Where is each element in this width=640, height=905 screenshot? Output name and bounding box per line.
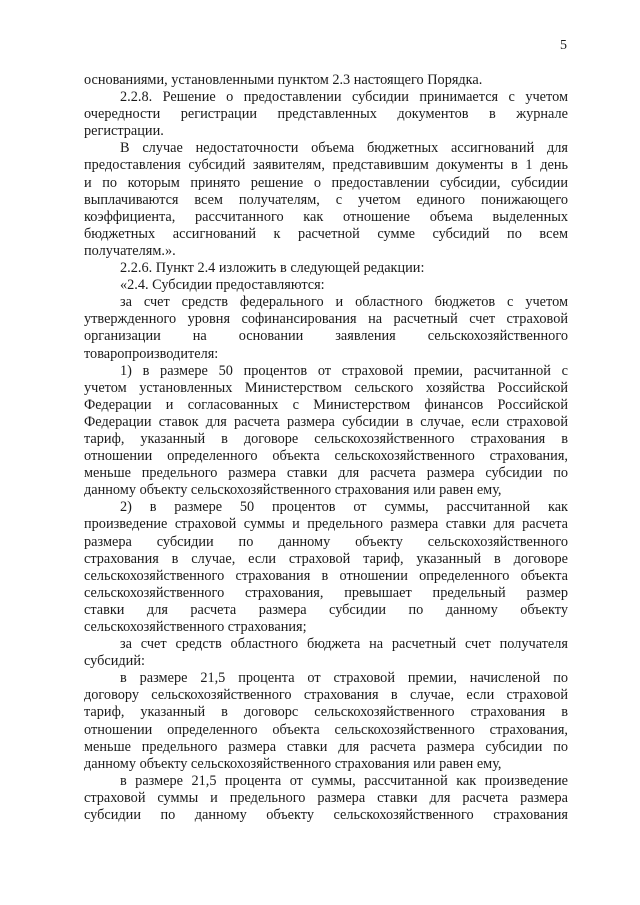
text-line: ставки для расчета размера субсидии по данному объекту <box>84 601 568 618</box>
paragraph-21-5-sum <box>84 773 568 824</box>
text-line: 1) в размере 50 процентов от страховой премии, расчитанной с <box>120 362 568 379</box>
paragraph-2-4-heading <box>84 277 568 294</box>
text-line: страховой суммы и предельного размера ставки для расчета размера <box>84 789 568 806</box>
text-line: сельскохозяйственного страхования; <box>84 619 307 635</box>
text-line: выплачиваются всем получателям, с учетом единого понижающего <box>84 191 568 208</box>
text-line: субсидии по данному объекту сельскохозяйственного страхования <box>84 807 568 824</box>
text-line: данному объекту сельскохозяйственного страхования или равен ему, <box>84 482 502 499</box>
text-line: договору сельскохозяйственного страхования в случае, если страховой <box>84 687 568 704</box>
text-line: меньше предельного размера ставки для расчета размера субсидии по <box>84 465 568 482</box>
text-line: за счет средств федерального и областного бюджетов с учетом <box>120 294 568 311</box>
text-line: данному объекту сельскохозяйственного страхования или равен ему, <box>84 755 502 772</box>
text-line: утвержденного уровня софинансирования на расчетный счет страховой <box>84 311 568 328</box>
paragraph-insufficient-funds <box>84 140 568 260</box>
text-line: отношении определенного объекта сельскохозяйственного страхования, <box>84 721 568 738</box>
paragraph-2-2-8 <box>84 89 568 140</box>
text-line: 2.2.8. Решение о предоставлении субсидии принимается с учетом <box>120 89 568 106</box>
text-line: в размере 21,5 процента от страховой премии, начисленой по <box>120 670 568 687</box>
text-line: сельскохозяйственного страхования в отношении определенного объекта <box>84 567 568 584</box>
text-line: за счет средств областного бюджета на расчетный счет получателя <box>120 636 568 653</box>
text-line: основаниями, установленными пунктом 2.3 настоящего Порядка. <box>84 72 483 88</box>
text-line: 2) в размере 50 процентов от суммы, рассчитанной как <box>120 499 568 516</box>
text-line: Федерации ставок для расчета размера субсидии в случае, если страховой <box>84 413 568 430</box>
paragraph-federal-regional <box>84 294 568 362</box>
text-line: и по которым принято решение о предоставлении субсидии, субсидии <box>84 174 568 191</box>
paragraph-2-2-6 <box>84 260 568 277</box>
text-line: «2.4. Субсидии предоставляются: <box>120 277 325 294</box>
paragraph-item-2 <box>84 499 568 636</box>
text-line: тариф, указанный в договорс сельскохозяйственного страхования в <box>84 704 568 721</box>
text-line: Федерации и согласованных с Министерством финансов Российской <box>84 396 568 413</box>
page-number: 5 <box>560 38 567 53</box>
text-line: в размере 21,5 процента от суммы, рассчитанной как произведение <box>120 772 568 789</box>
text-line: организации на основании заявления сельскохозяйственного <box>84 328 568 345</box>
text-line: товаропроизводителя: <box>84 345 219 362</box>
text-line: регистрации. <box>84 123 164 140</box>
document-body <box>84 72 568 824</box>
text-line: В случае недостаточности объема бюджетных ассигнований для <box>120 140 568 157</box>
text-line: отношении определенного объекта сельскохозяйственного страхования, <box>84 448 568 465</box>
text-line: субсидий: <box>84 653 145 670</box>
text-line: предоставления субсидий заявителям, представившим документы в 1 день <box>84 157 568 174</box>
paragraph-21-5-premium <box>84 670 568 773</box>
text-line: получателям.». <box>84 242 176 259</box>
paragraph-item-1 <box>84 363 568 500</box>
paragraph-regional-budget <box>84 636 568 670</box>
text-line: сельскохозяйственного страхования, превышает предельный размер <box>84 584 568 601</box>
text-line: меньше предельного размера ставки для расчета размера субсидии по <box>84 738 568 755</box>
text-line: 2.2.6. Пункт 2.4 изложить в следующей редакции: <box>120 260 425 277</box>
text-line: размера субсидии по данному объекту сельскохозяйственного <box>84 533 568 550</box>
text-line: учетом установленных Министерством сельского хозяйства Российской <box>84 379 568 396</box>
text-line: коэффициента, рассчитанного как отношение объема выделенных <box>84 208 568 225</box>
text-line: страхования в случае, если страховой тариф, указанный в договоре <box>84 550 568 567</box>
text-line: бюджетных ассигнований к расчетной сумме субсидий по всем <box>84 225 568 242</box>
text-line: тариф, указанный в договоре сельскохозяйственного страхования в <box>84 430 568 447</box>
text-line: произведение страховой суммы и предельного размера ставки для расчета <box>84 516 568 533</box>
paragraph-continuation <box>84 72 568 89</box>
text-line: очередности регистрации представленных документов в журнале <box>84 106 568 123</box>
